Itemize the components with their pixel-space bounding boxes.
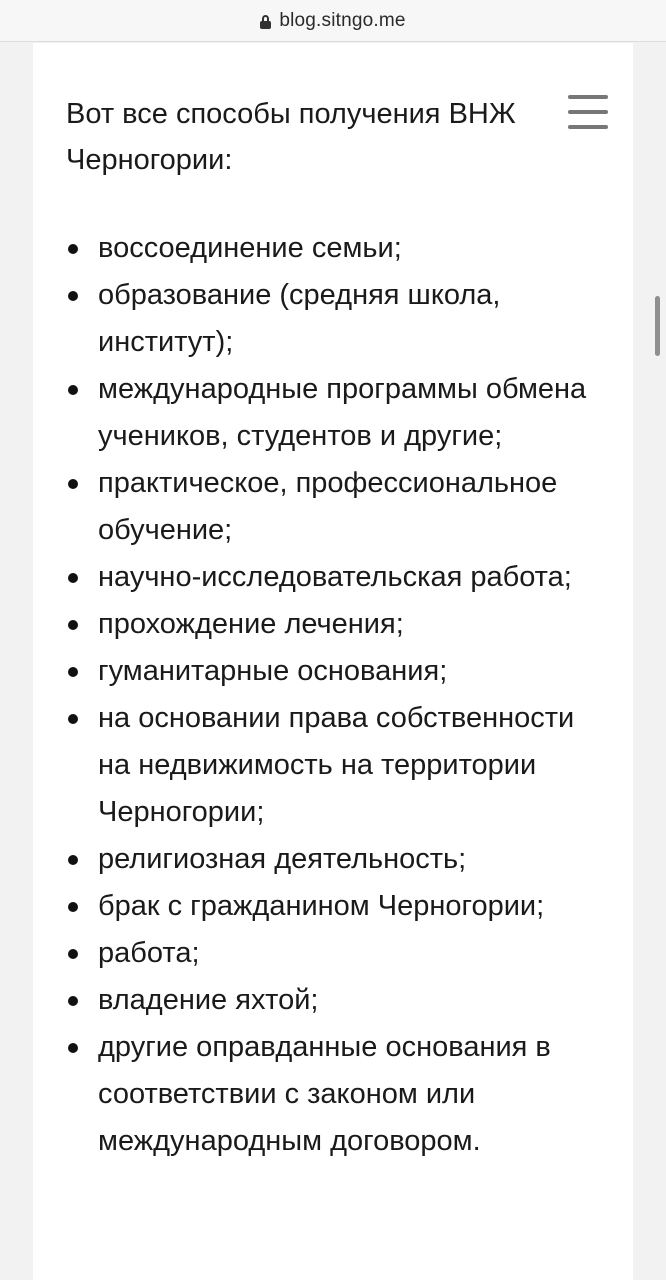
url-text[interactable]: blog.sitngo.me <box>279 9 406 31</box>
address-bar[interactable] <box>0 0 666 42</box>
page-scrollbar[interactable] <box>655 296 660 356</box>
article-intro: Вот все способы получения ВНЖ Черногории: <box>66 98 516 176</box>
list-item: другие оправданные основания в соответствии с законом или международным договором. <box>66 1024 606 1165</box>
list-item: на основании права собственности на недвижимость на территории Черногории; <box>66 695 606 836</box>
list-item: брак с гражданином Черногории; <box>66 883 606 930</box>
list-item: научно-исследовательская работа; <box>66 554 606 601</box>
list-item: образование (средняя школа, институт); <box>66 272 606 366</box>
article-page <box>33 43 633 1280</box>
list-item: воссоединение семьи; <box>66 225 606 272</box>
list-item: международные программы обмена учеников, студентов и другие; <box>66 366 606 460</box>
list-item: гуманитарные основания; <box>66 648 606 695</box>
residence-reasons-list <box>66 225 606 1165</box>
lock-icon <box>260 15 271 29</box>
list-item: прохождение лечения; <box>66 601 606 648</box>
list-item: практическое, профессиональное обучение; <box>66 460 606 554</box>
list-item: владение яхтой; <box>66 977 606 1024</box>
list-item: работа; <box>66 930 606 977</box>
list-item: религиозная деятельность; <box>66 836 606 883</box>
hamburger-menu-icon[interactable] <box>568 95 610 129</box>
